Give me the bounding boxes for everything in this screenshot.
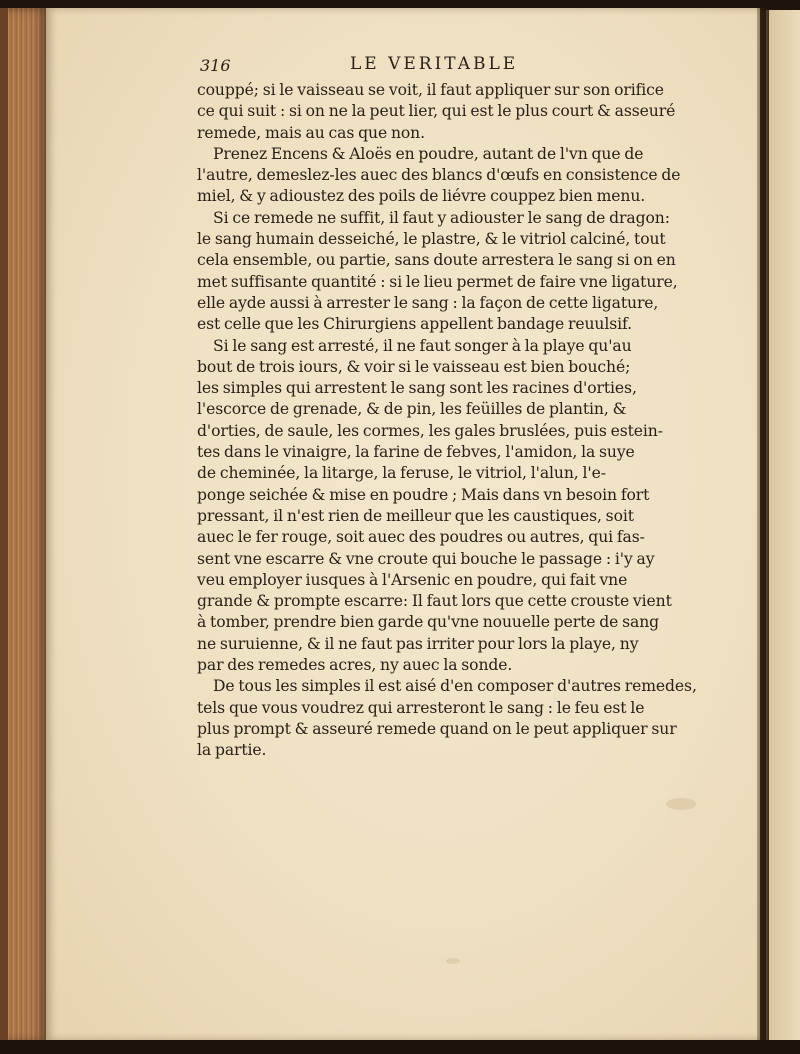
text-line: les simples qui arrestent le sang sont les racines d'orties,	[197, 379, 637, 398]
text-line: ponge seichée & mise en poudre ; Mais dans vn besoin fort	[197, 485, 650, 504]
text-line: l'escorce de grenade, & de pin, les feüilles de plantin, &	[197, 400, 627, 419]
text-line: tes dans le vinaigre, la farine de febves, l'amidon, la suye	[197, 443, 635, 462]
scan-bottom-border	[0, 1040, 800, 1054]
gutter-shadow	[757, 8, 769, 1042]
text-line: par des remedes acres, ny auec la sonde.	[197, 656, 513, 675]
text-line: miel, & y adioustez des poils de liévre couppez bien menu.	[197, 187, 646, 206]
text-line: veu employer iusques à l'Arsenic en poudre, qui fait vne	[197, 570, 628, 589]
paragraph-start-line: Si le sang est arresté, il ne faut songer à la playe qu'au	[213, 336, 632, 355]
paragraph-start-line: Si ce remede ne suffit, il faut y adiouster le sang de dragon:	[213, 208, 670, 227]
text-line: ce qui suit : si on ne la peut lier, qui est le plus court & asseuré	[197, 102, 676, 121]
book-cover-edge	[0, 8, 8, 1042]
text-line: à tomber, prendre bien garde qu'vne nouuelle perte de sang	[197, 613, 660, 632]
text-line: de cheminée, la litarge, la feruse, le vitriol, l'alun, l'e-	[197, 464, 606, 483]
text-line: d'orties, de saule, les cormes, les gales bruslées, puis estein-	[197, 421, 663, 440]
text-line: elle ayde aussi à arrester le sang : la façon de cette ligature,	[197, 293, 659, 312]
paper-stain	[446, 958, 460, 964]
paragraph-start-line: De tous les simples il est aisé d'en composer d'autres remedes,	[213, 677, 697, 696]
page-header	[200, 54, 720, 78]
text-line: la partie.	[197, 741, 267, 760]
text-line: cela ensemble, ou partie, sans doute arrestera le sang si on en	[197, 251, 676, 270]
text-line: met suffisante quantité : si le lieu permet de faire vne ligature,	[197, 272, 678, 291]
text-line: auec le fer rouge, soit auec des poudres ou autres, qui fas-	[197, 528, 645, 547]
text-line: est celle que les Chirurgiens appellent bandage reuulsif.	[197, 315, 633, 334]
body-text	[197, 80, 737, 762]
text-line: plus prompt & asseuré remede quand on le peut appliquer sur	[197, 719, 677, 738]
text-line: couppé; si le vaisseau se voit, il faut appliquer sur son orifice	[197, 81, 664, 99]
paper-stain	[666, 798, 696, 810]
text-line: grande & prompte escarre: Il faut lors que cette crouste vient	[197, 592, 672, 611]
text-line: tels que vous voudrez qui arresteront le sang : le feu est le	[197, 698, 645, 717]
facing-page-edge	[766, 10, 800, 1040]
text-line: le sang humain desseiché, le plastre, & le vitriol calciné, tout	[197, 230, 666, 249]
text-line: pressant, il n'est rien de meilleur que les caustiques, soit	[197, 506, 634, 525]
running-head: LE VERITABLE	[350, 54, 519, 74]
text-line: remede, mais au cas que non.	[197, 123, 425, 142]
text-line: l'autre, demeslez-les auec des blancs d'œufs en consistence de	[197, 166, 681, 185]
text-line: sent vne escarre & vne croute qui bouche le passage : i'y ay	[197, 549, 655, 568]
text-line: ne suruienne, & il ne faut pas irriter pour lors la playe, ny	[197, 634, 639, 653]
paragraph-start-line: Prenez Encens & Aloës en poudre, autant de l'vn que de	[213, 144, 644, 163]
text-line: bout de trois iours, & voir si le vaisseau est bien bouché;	[197, 357, 631, 376]
page-number: 316	[200, 56, 231, 75]
